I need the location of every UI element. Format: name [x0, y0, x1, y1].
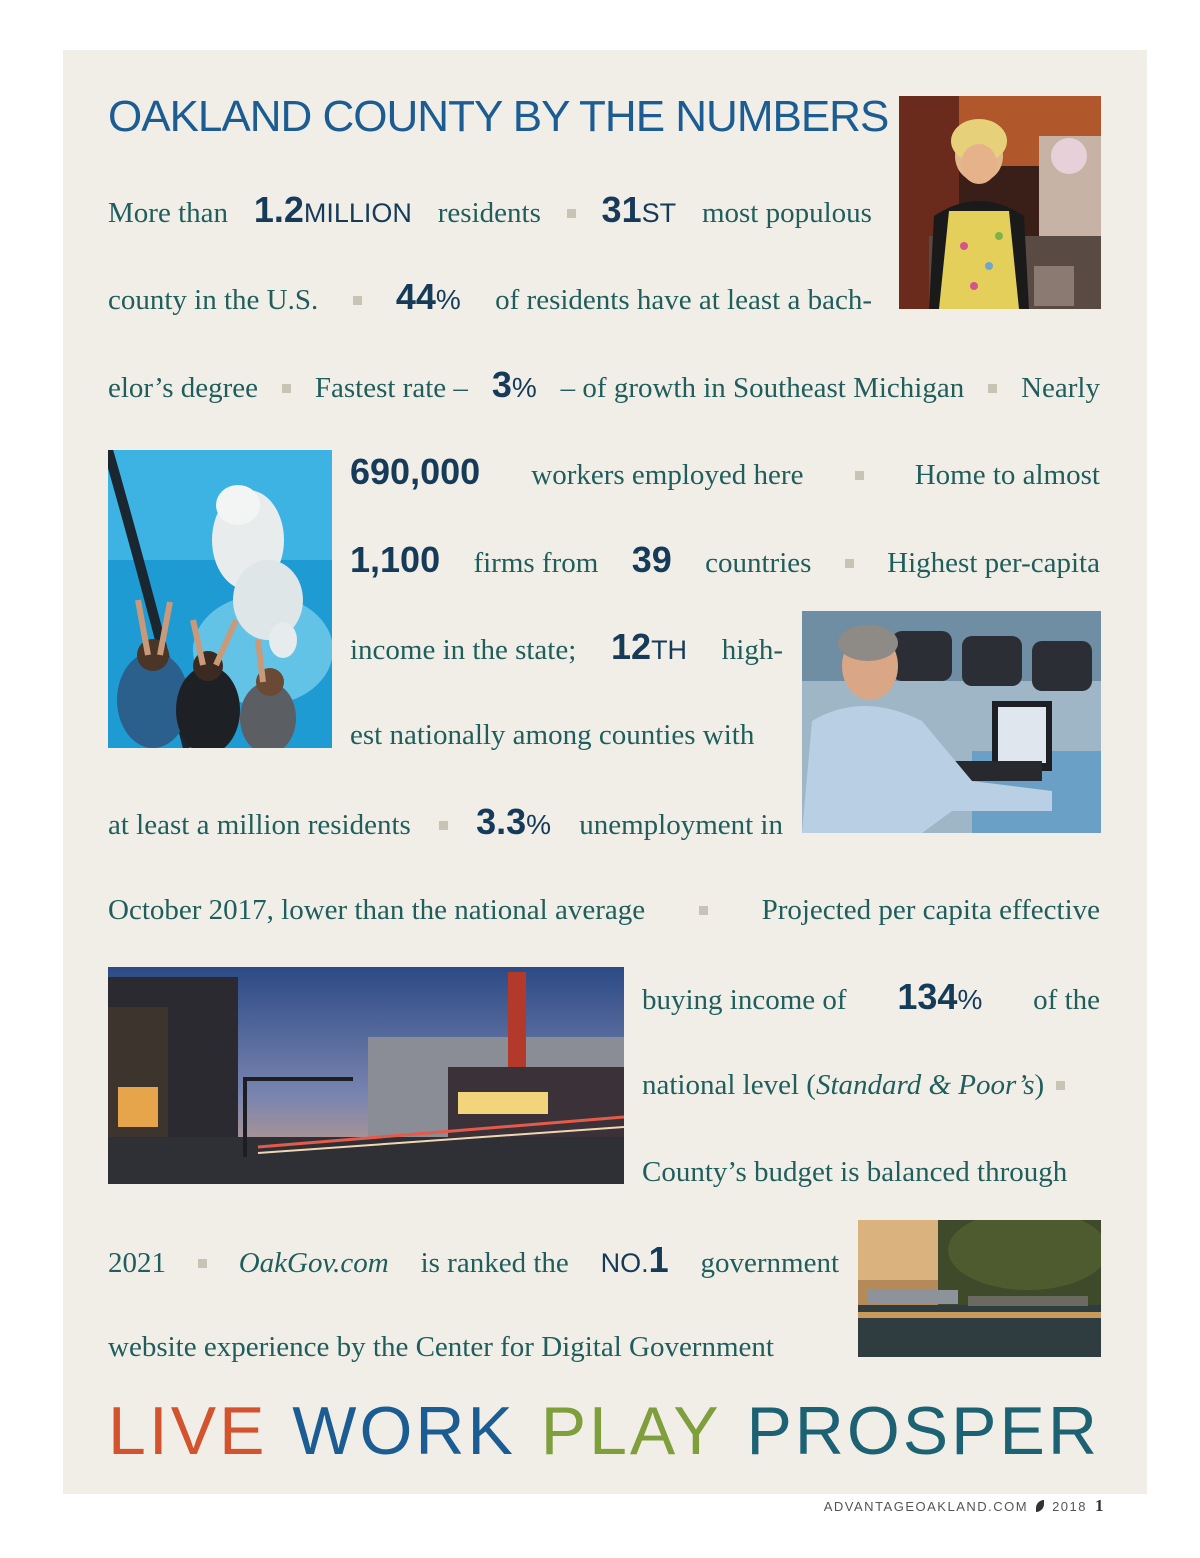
page-number: 1: [1095, 1496, 1105, 1515]
bullet-separator: [567, 209, 576, 218]
bullet-separator: [198, 1259, 207, 1268]
bullet-separator: [353, 296, 362, 305]
text-line-11: national level (Standard & Poor’s): [642, 1055, 1100, 1115]
text-line-10: buying income of 134% of the: [642, 976, 1100, 1017]
text-line-4: 690,000 workers employed here Home to almost: [350, 451, 1100, 492]
bullet-separator: [855, 471, 864, 480]
text-line-3: elor’s degree Fastest rate – 3% – of growth in Southeast Michigan Nearly: [108, 364, 1100, 405]
text-line-6: income in the state; 12TH high-: [350, 626, 783, 667]
lakefront-sunset-photo: [858, 1220, 1101, 1357]
tagline-prosper: PROSPER: [746, 1393, 1100, 1469]
bullet-separator: [1056, 1081, 1065, 1090]
bullet-separator: [845, 559, 854, 568]
page-footer: [824, 1496, 1105, 1516]
downtown-street-photo: [108, 967, 624, 1184]
shop-owner-photo: [899, 96, 1101, 309]
bullet-separator: [988, 384, 997, 393]
text-line-12: County’s budget is balanced through: [642, 1156, 1068, 1188]
text-line-8: at least a million residents 3.3% unemployment in: [108, 801, 783, 842]
lab-technician-photo: [802, 611, 1101, 833]
page-title: OAKLAND COUNTY BY THE NUMBERS: [108, 92, 889, 141]
text-line-2: county in the U.S. 44% of residents have at least a bach-: [108, 276, 872, 317]
footer-year: 2018: [1052, 1499, 1087, 1514]
footer-site: ADVANTAGEOAKLAND.COM: [823, 1499, 1029, 1514]
text-line-1: More than 1.2MILLION residents 31ST most populous: [108, 189, 872, 230]
bullet-separator: [439, 821, 448, 830]
text-line-13: 2021 OakGov.com is ranked the NO.1 government: [108, 1239, 839, 1280]
text-line-14: website experience by the Center for Digital Government: [108, 1331, 774, 1363]
text-line-7: est nationally among counties with: [350, 719, 755, 751]
tagline-work: WORK: [292, 1393, 516, 1469]
bullet-separator: [282, 384, 291, 393]
tagline-play: PLAY: [540, 1393, 722, 1469]
leaf-icon: [1036, 1500, 1044, 1512]
text-line-9: October 2017, lower than the national average Projected per capita effective: [108, 894, 1100, 926]
polar-bear-exhibit-photo: [108, 450, 332, 748]
tagline-live: LIVE: [108, 1393, 268, 1469]
tagline: [108, 1390, 1100, 1472]
bullet-separator: [699, 906, 708, 915]
text-line-5: 1,100 firms from 39 countries Highest per-capita: [350, 539, 1100, 580]
